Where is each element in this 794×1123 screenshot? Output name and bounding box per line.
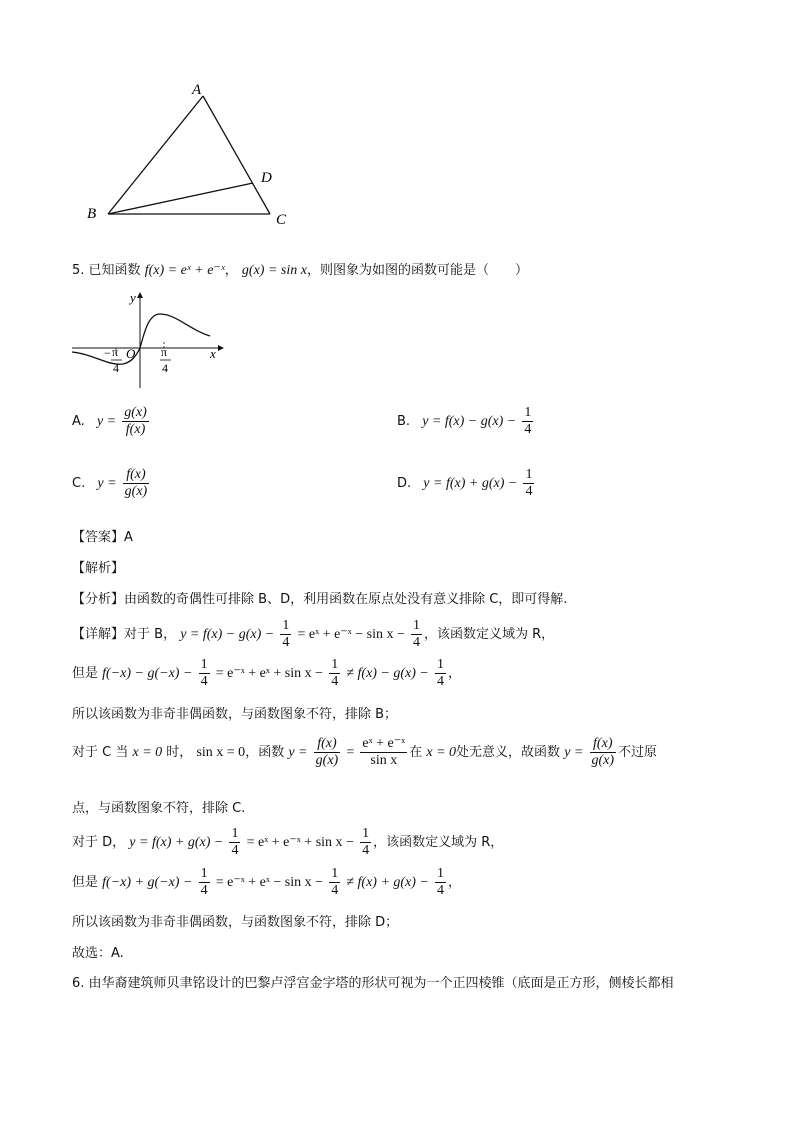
answer-value: A — [124, 530, 133, 545]
detail-l2-m3: ≠ f(x) − g(x) − — [346, 666, 429, 681]
option-d-num: 1 — [525, 467, 533, 482]
detail-l6-a: 对于 D， — [72, 835, 126, 850]
detail-l7-b: ， — [448, 875, 462, 890]
frac-num: 1 — [200, 657, 208, 672]
detail-line-1 — [72, 618, 554, 651]
frac-den: 4 — [437, 883, 445, 898]
label-a: A — [192, 82, 202, 98]
frac-den: 4 — [282, 635, 290, 650]
label-c: C — [276, 212, 287, 228]
detail-l1-frac2 — [411, 618, 422, 651]
detail-l2-a: 但是 — [72, 666, 99, 681]
option-b-expr: y = f(x) − g(x) − — [422, 414, 517, 429]
frac-num: 1 — [231, 826, 239, 841]
detail-l4-c: ，函数 — [245, 745, 285, 760]
detail-l4-m2: sin x = 0 — [196, 745, 246, 760]
option-a-den: f(x) — [122, 421, 149, 438]
detail-l6-frac2 — [360, 826, 371, 859]
y-axis-arrow — [137, 292, 143, 298]
option-a-letter: A. — [72, 414, 85, 429]
detail-l7-frac2 — [329, 866, 340, 899]
option-d-letter: D. — [397, 476, 412, 491]
q6-number: 6. — [72, 976, 85, 991]
option-c-fraction — [123, 467, 150, 500]
detail-l4-frac3 — [590, 736, 617, 769]
neg-tick-den: 4 — [113, 361, 119, 375]
option-a-lhs: y = — [96, 414, 117, 429]
q5-prefix: 已知函数 — [88, 263, 141, 278]
option-b-fraction — [522, 405, 533, 438]
frac-num: eˣ + e⁻ˣ — [362, 736, 406, 751]
detail-l4-m1: x = 0 — [132, 745, 163, 760]
option-b-num: 1 — [524, 405, 532, 420]
q5-g-def: g(x) = sin x — [241, 263, 307, 278]
answer-line — [72, 526, 133, 545]
pos-tick-num: π — [161, 345, 168, 359]
q5-sep: ， — [224, 263, 238, 278]
fenxi-line — [72, 588, 567, 607]
option-b-letter: B. — [397, 414, 411, 429]
pos-tick-den: 4 — [162, 361, 168, 375]
frac-den: 4 — [231, 843, 239, 858]
fenxi-text: 由函数的奇偶性可排除 B、D，利用函数在原点处没有意义排除 C，即可得解. — [124, 592, 568, 607]
q6-stem — [72, 972, 674, 991]
x-axis-arrow — [218, 345, 224, 351]
option-d-expr: y = f(x) + g(x) − — [423, 476, 518, 491]
option-c-letter: C. — [72, 476, 86, 491]
detail-l4-eq: = — [346, 745, 355, 760]
detail-line-8: 所以该函数为非奇非偶函数，与函数图象不符，排除 D； — [72, 915, 399, 930]
frac-den: 4 — [437, 674, 445, 689]
detail-l2-m2: = e⁻ˣ + eˣ + sin x − — [215, 666, 324, 681]
detail-l2-frac1 — [199, 657, 210, 690]
detail-l2-m1: f(−x) − g(−x) − — [102, 666, 193, 681]
detail-line-6 — [72, 826, 503, 859]
frac-den: 4 — [413, 635, 421, 650]
frac-num: 1 — [200, 866, 208, 881]
frac-den: 4 — [362, 843, 370, 858]
analysis-tag: 【解析】 — [72, 561, 125, 576]
frac-num: f(x) — [317, 736, 337, 751]
detail-tag: 【详解】 — [72, 627, 125, 642]
option-c-den: g(x) — [124, 484, 148, 499]
q6-text: 由华裔建筑师贝聿铭设计的巴黎卢浮宫金字塔的形状可视为一个正四棱锥（底面是正方形，侧棱长都相 — [88, 976, 674, 991]
frac-den: 4 — [200, 674, 208, 689]
option-c-num: f(x) — [126, 467, 146, 482]
detail-l4-frac1 — [314, 736, 341, 769]
detail-l1-b: ，该函数定义域为 R， — [424, 627, 555, 642]
triangle-figure — [80, 78, 300, 228]
option-b[interactable] — [397, 405, 535, 438]
detail-l4-f: 不过原 — [618, 745, 658, 760]
q5-number: 5. — [72, 263, 85, 278]
x-axis-label: x — [210, 346, 216, 361]
detail-l2-frac2 — [329, 657, 340, 690]
label-d: D — [261, 170, 272, 186]
detail-l7-m2: = e⁻ˣ + eˣ − sin x − — [215, 875, 324, 890]
fenxi-tag: 【分析】 — [72, 592, 125, 607]
option-b-den: 4 — [524, 422, 532, 437]
frac-den: 4 — [200, 883, 208, 898]
detail-line-2 — [72, 657, 461, 690]
frac-num: 1 — [437, 866, 445, 881]
function-curve — [72, 314, 210, 364]
frac-num: 1 — [413, 618, 421, 633]
detail-line-7 — [72, 866, 461, 899]
origin-label: O — [126, 346, 136, 361]
q5-f-def: f(x) = eˣ + e⁻ˣ — [144, 263, 225, 278]
option-a[interactable] — [72, 405, 151, 438]
detail-l4-d: 在 — [409, 745, 423, 760]
option-c-lhs: y = — [97, 476, 117, 491]
detail-l2-b: ， — [448, 666, 462, 681]
detail-l6-m1: y = f(x) + g(x) − — [129, 835, 224, 850]
detail-l6-frac1 — [229, 826, 240, 859]
detail-l7-m1: f(−x) + g(−x) − — [102, 875, 193, 890]
frac-den: sin x — [360, 752, 407, 769]
frac-den: 4 — [331, 674, 339, 689]
frac-num: 1 — [437, 657, 445, 672]
option-d-den: 4 — [525, 484, 533, 499]
detail-l7-frac3 — [435, 866, 446, 899]
side-ac — [203, 96, 270, 214]
detail-line-3: 所以该函数为非奇非偶函数，与函数图象不符，排除 B； — [72, 707, 398, 722]
neg-tick-sign: − — [104, 346, 111, 360]
option-a-num: g(x) — [124, 405, 147, 420]
option-a-fraction — [122, 405, 149, 438]
detail-l2-frac3 — [435, 657, 446, 690]
detail-l7-frac1 — [199, 866, 210, 899]
detail-l4-m5: y = — [564, 745, 584, 760]
frac-num: 1 — [282, 618, 290, 633]
detail-l4-a: 对于 C 当 — [72, 745, 129, 760]
frac-den: 4 — [331, 883, 339, 898]
detail-l6-b: ，该函数定义域为 R， — [373, 835, 504, 850]
answer-tag: 【答案】 — [72, 530, 125, 545]
q5-stem — [72, 259, 528, 279]
frac-num: f(x) — [593, 736, 613, 751]
detail-l7-a: 但是 — [72, 875, 99, 890]
detail-l4-m3: y = — [288, 745, 308, 760]
detail-line-4 — [72, 736, 657, 769]
detail-l4-frac2 — [360, 736, 407, 769]
detail-l1-m2: = eˣ + e⁻ˣ − sin x − — [297, 627, 405, 642]
detail-l1-frac1 — [280, 618, 291, 651]
frac-num: 1 — [331, 657, 339, 672]
detail-l4-m4: x = 0 — [426, 745, 457, 760]
option-d[interactable] — [397, 467, 536, 500]
function-graph — [68, 290, 228, 390]
detail-l1-a: 对于 B， — [124, 627, 177, 642]
detail-line-5: 点，与函数图象不符，排除 C. — [72, 801, 246, 816]
frac-den: g(x) — [315, 753, 339, 768]
label-b: B — [87, 206, 97, 222]
detail-l4-e: 处无意义，故函数 — [456, 745, 561, 760]
detail-line-9: 故选：A. — [72, 946, 124, 961]
frac-num: 1 — [331, 866, 339, 881]
frac-den: g(x) — [591, 753, 615, 768]
detail-l4-b: 时， — [166, 745, 193, 760]
y-axis-label: y — [130, 290, 136, 305]
detail-l6-m2: = eˣ + e⁻ˣ + sin x − — [246, 835, 354, 850]
q5-suffix: ，则图象为如图的函数可能是（ ） — [306, 263, 528, 278]
frac-num: 1 — [362, 826, 370, 841]
option-c[interactable] — [72, 467, 151, 500]
neg-tick-num: π — [112, 345, 119, 359]
detail-l7-m3: ≠ f(x) + g(x) − — [346, 875, 429, 890]
detail-l1-m1: y = f(x) − g(x) − — [180, 627, 275, 642]
option-d-fraction — [523, 467, 534, 500]
